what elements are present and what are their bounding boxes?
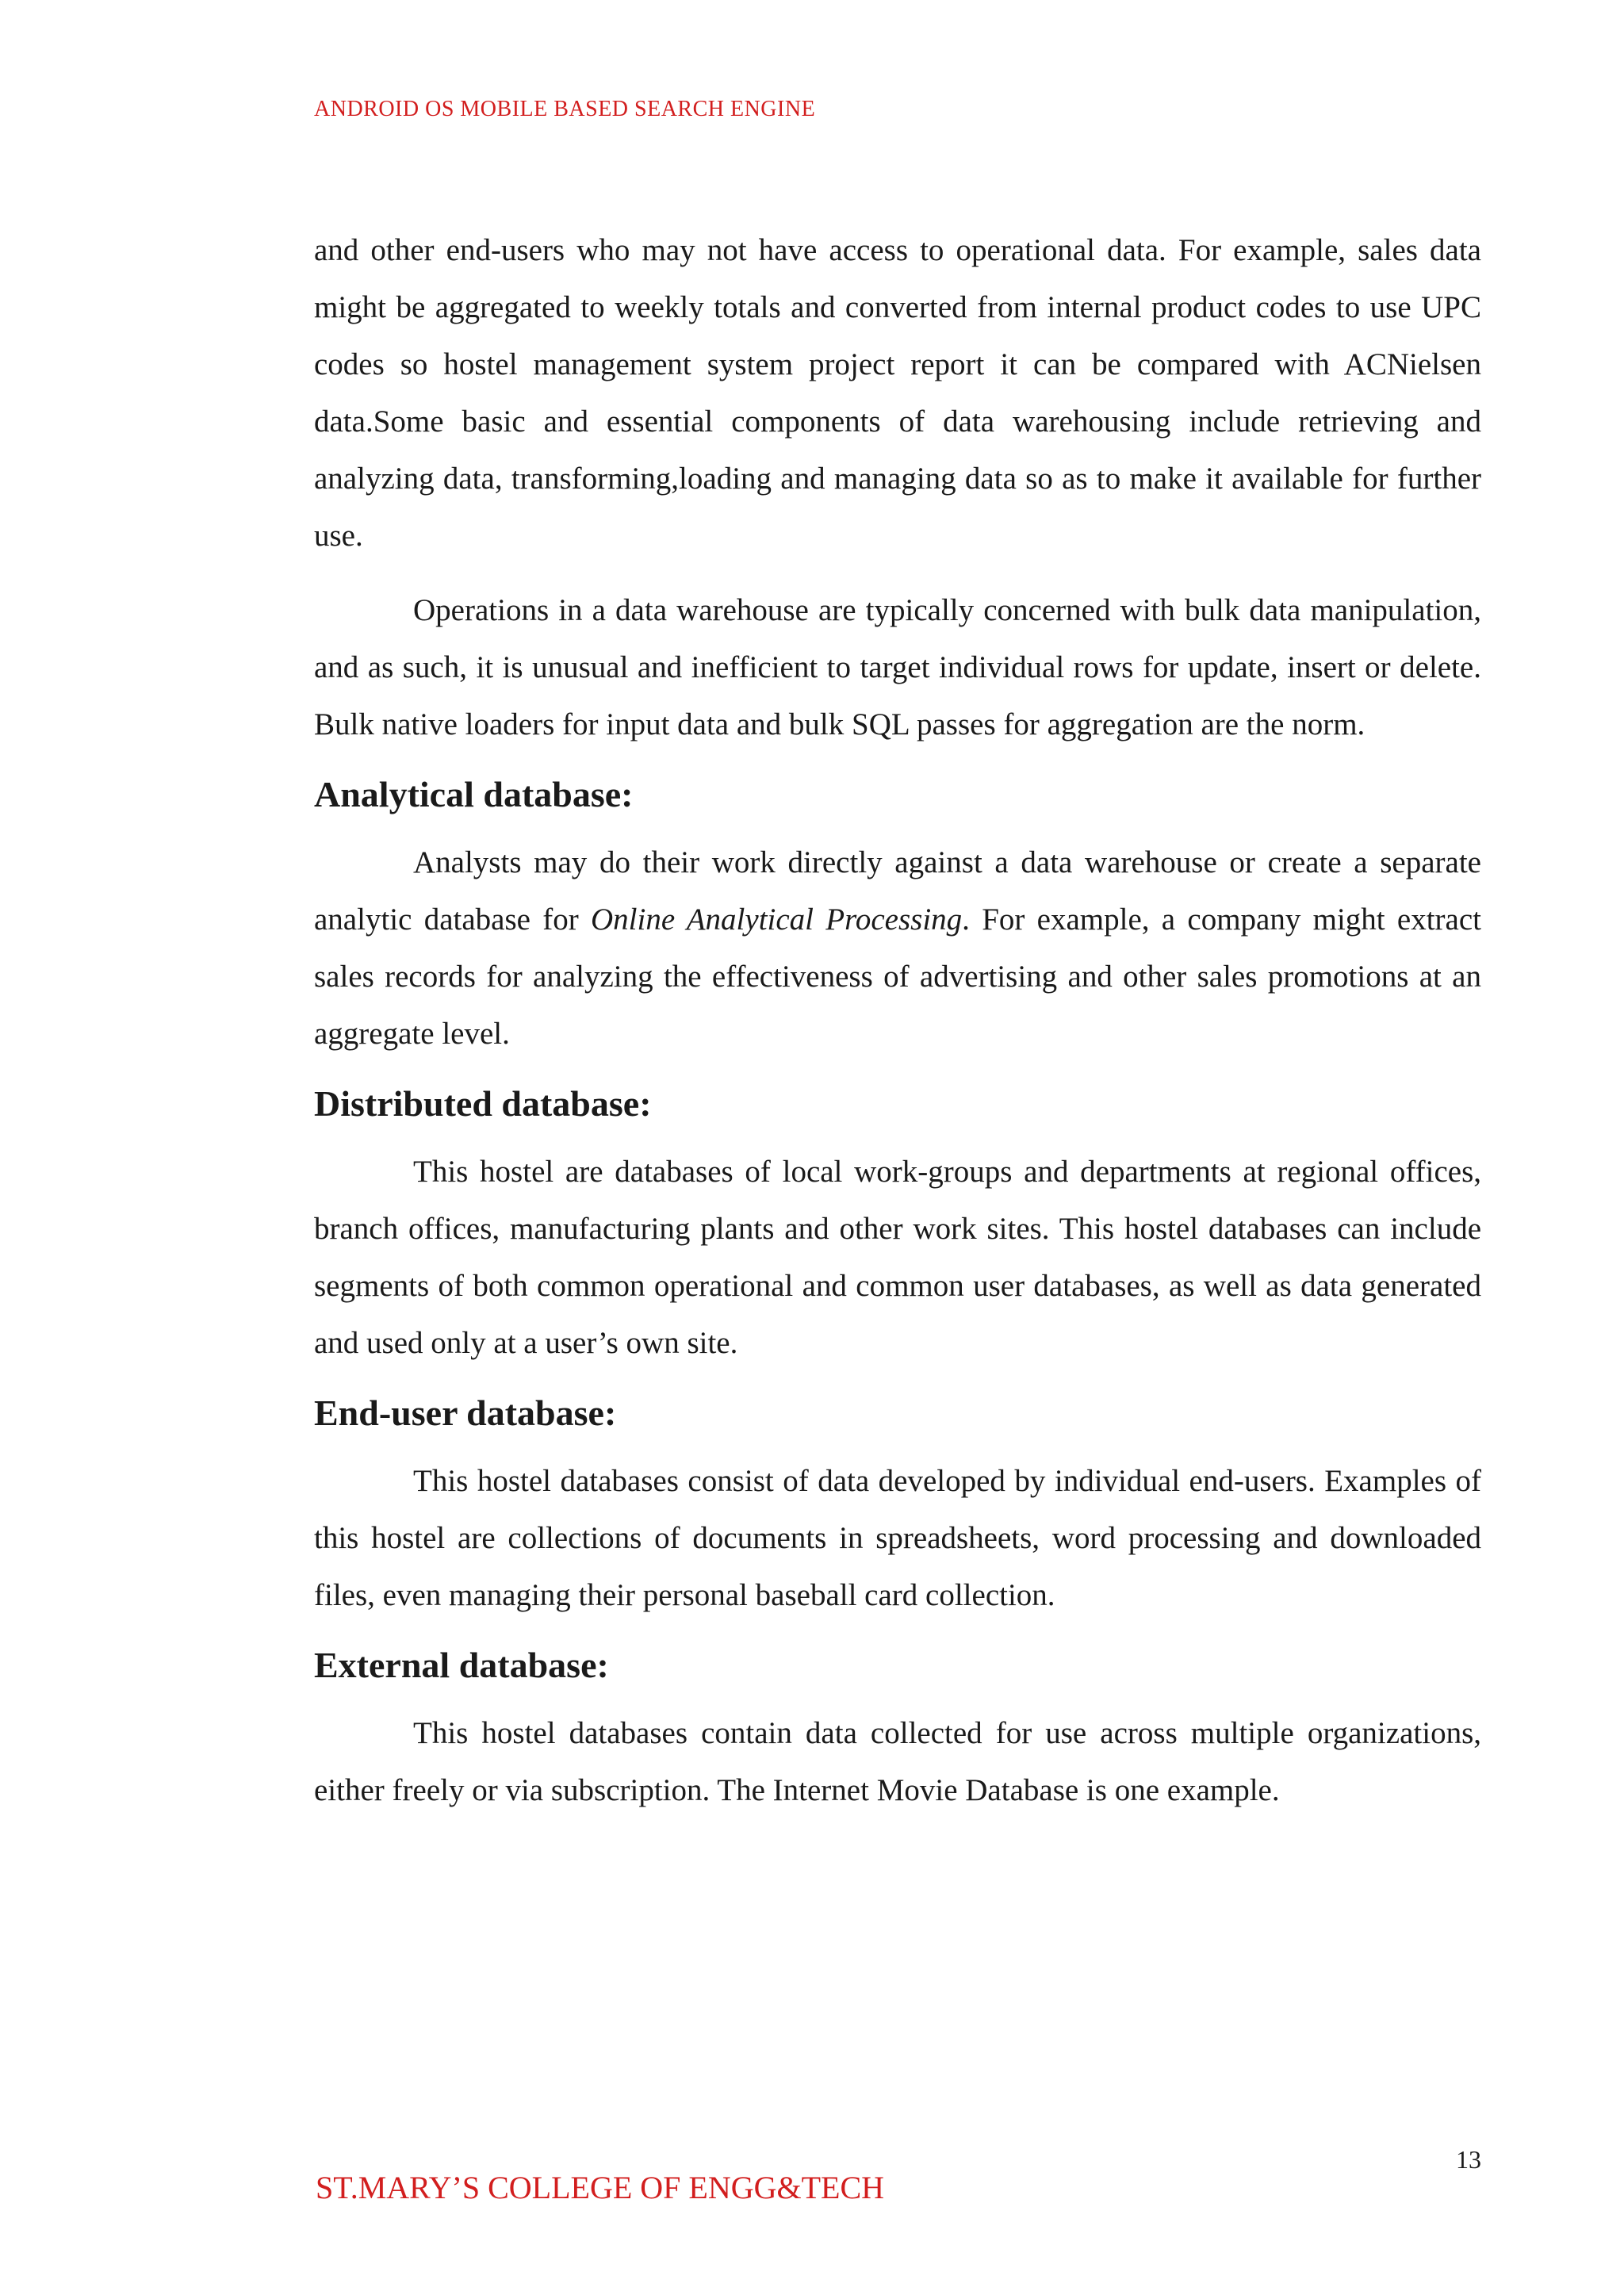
- paragraph-analytical-emphasis: Online Analytical Processing: [591, 902, 963, 937]
- page-content: [314, 222, 1481, 1837]
- paragraph-external: This hostel databases contain data collected for use across multiple organizations, either freely or via subscription. The Internet Movie Database is one example.: [314, 1716, 1481, 1807]
- paragraph-operations: Operations in a data warehouse are typically concerned with bulk data manipulation, and as such, it is unusual and inefficient to target individual rows for update, insert or delete. Bulk native loaders for input data and bulk SQL passes for aggregation are the norm.: [314, 593, 1481, 741]
- paragraph-analytical-text-start: Analysts may do their work directly against a data warehouse or create a separate analytic database for: [314, 845, 1481, 937]
- paragraph-data-warehouse-intro: and other end-users who may not have access to operational data. For example, sales data might be aggregated to weekly totals and converted from internal product codes to use UPC codes so hostel management system project report it can be compared with ACNielsen data.Some basic and essential components of data warehousing include retrieving and analyzing data, transforming,loading and managing data so as to make it available for further use.: [314, 233, 1481, 553]
- page-number: 13: [1456, 2145, 1481, 2174]
- heading-analytical-database: Analytical database:: [314, 774, 634, 814]
- heading-end-user-database: End-user database:: [314, 1393, 617, 1433]
- paragraph-analytical-text-end: . For example, a company might extract sales records for analyzing the effectiveness of advertising and other sales promotions at an aggregate level.: [314, 902, 1481, 1051]
- heading-distributed-database: Distributed database:: [314, 1083, 652, 1124]
- heading-external-database: External database:: [314, 1645, 609, 1685]
- paragraph-analytical: [314, 834, 1481, 1063]
- paragraph-distributed: This hostel are databases of local work-groups and departments at regional offices, branch offices, manufacturing plants and other work sites. This hostel databases can include segments of both common operational and common user databases, as well as data generated and used only at a user’s own site.: [314, 1155, 1481, 1360]
- running-header: ANDROID OS MOBILE BASED SEARCH ENGINE: [314, 97, 816, 121]
- running-footer: ST.MARY’S COLLEGE OF ENGG&TECH: [316, 2170, 885, 2205]
- paragraph-end-user: This hostel databases consist of data developed by individual end-users. Examples of this hostel are collections of documents in spreadsheets, word processing and downloaded files, even managing their personal baseball card collection.: [314, 1464, 1481, 1612]
